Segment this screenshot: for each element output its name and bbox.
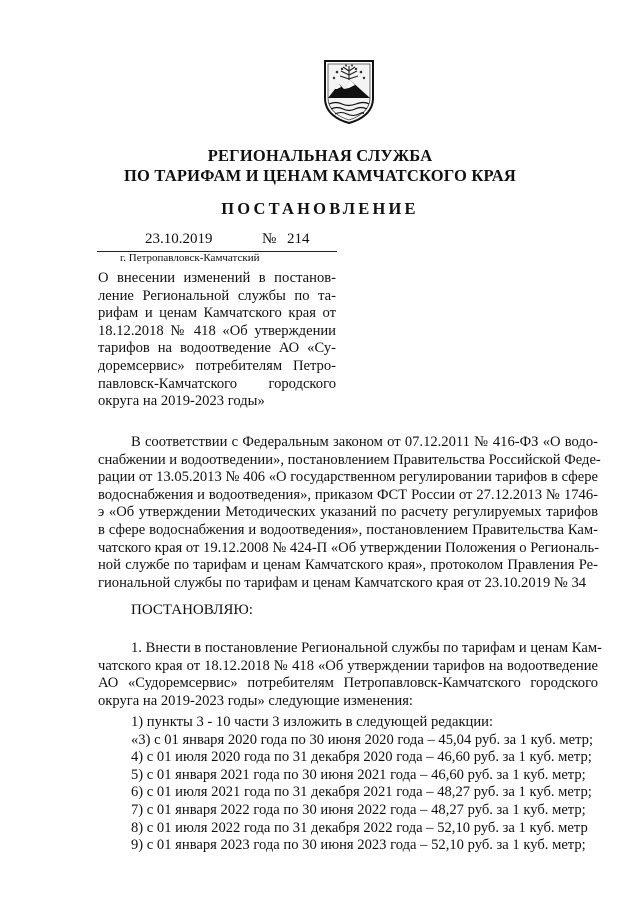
org-name-line1: РЕГИОНАЛЬНАЯ СЛУЖБА: [207, 146, 433, 165]
subject-line: О внесении изменений в постанов-: [98, 270, 336, 286]
org-name-line2: ПО ТАРИФАМ И ЦЕНАМ КАМЧАТСКОГО КРАЯ: [124, 166, 516, 185]
preamble-line: в сфере водоснабжения и водоотведения», постановлением Правительства Кам-: [98, 521, 598, 538]
preamble-line: гиональной службы по тарифам и ценам Камчатского края от 23.10.2019 № 34: [98, 574, 587, 591]
preamble-paragraph: [98, 434, 601, 592]
subject-line: доремсервис» потребителям Петро-: [98, 357, 336, 374]
preamble-line: чатского края от 19.12.2008 № 424-П «Об утверждении Положения о Региональ-: [98, 539, 599, 556]
preamble-line: рации от 13.05.2013 № 406 «О государственном регулировании тарифов в сфере: [98, 469, 598, 486]
clause-line: округа на 2019-2023 годы» следующие изменения:: [98, 692, 413, 709]
list-item: 6) с 01 июля 2021 года по 31 декабря 2021 года – 48,27 руб. за 1 куб. метр;: [131, 784, 592, 801]
list-item: 1) пункты 3 - 10 части 3 изложить в следующей редакции:: [131, 714, 494, 730]
number-label: №: [262, 231, 277, 247]
list-item: 7) с 01 января 2022 года по 30 июня 2022 года – 48,27 руб. за 1 куб. метр;: [131, 801, 586, 818]
subject-line: 18.12.2018 № 418 «Об утверждении: [98, 322, 336, 339]
subject-line: округа на 2019-2023 годы»: [98, 393, 265, 410]
list-item: 9) с 01 января 2023 года по 30 июня 2023 года – 52,10 руб. за 1 куб. метр;: [131, 837, 586, 854]
preamble-line: ной службе по тарифам и ценам Камчатского края», протоколом Правления Ре-: [98, 557, 598, 574]
city-name: г. Петропавловск-Камчатский: [120, 252, 260, 264]
subject-line: павловск-Камчатского городского: [98, 375, 336, 392]
list-item: 4) с 01 июля 2020 года по 31 декабря 2020 года – 46,60 руб. за 1 куб. метр;: [131, 749, 592, 766]
subject-line: ление Региональной службы по та-: [98, 287, 336, 304]
preamble-line: э «Об утверждении Методических указаний по расчету регулируемых тарифов: [98, 504, 598, 521]
coat-of-arms-icon: [322, 58, 376, 124]
list-item: 5) с 01 января 2021 года по 30 июня 2021 года – 46,60 руб. за 1 куб. метр;: [131, 766, 586, 783]
list-item: «3) с 01 января 2020 года по 30 июня 2020 года – 45,04 руб. за 1 куб. метр;: [131, 731, 594, 748]
clause-line: 1. Внести в постановление Региональной службы по тарифам и ценам Кам-: [131, 640, 602, 656]
document-subject: [98, 270, 336, 411]
tariff-items-list: [131, 714, 611, 855]
preamble-line: снабжении и водоотведении», постановлением Правительства Российской Феде-: [98, 451, 601, 468]
clause-1-paragraph: [98, 640, 602, 710]
document-type-title: ПОСТАНОВЛЕНИЕ: [221, 199, 419, 218]
subject-line: тарифов на водоотведение АО «Су-: [98, 340, 336, 357]
preamble-line: В соответствии с Федеральным законом от 07.12.2011 № 416-ФЗ «О водо-: [131, 434, 598, 450]
decree-word: ПОСТАНОВЛЯЮ:: [131, 602, 253, 618]
clause-line: АО «Судоремсервис» потребителям Петропавловск-Камчатского городского: [98, 675, 598, 692]
document-number: 214: [287, 231, 310, 247]
preamble-line: водоснабжения и водоотведения», приказом ФСТ России от 27.12.2013 № 1746-: [98, 486, 598, 503]
clause-line: чатского края от 18.12.2018 № 418 «Об утверждении тарифов на водоотведение: [98, 657, 598, 674]
date-number-line: [97, 229, 337, 252]
document-date: 23.10.2019: [145, 231, 213, 247]
list-item: 8) с 01 июля 2022 года по 31 декабря 2022 года – 52,10 руб. за 1 куб. метр: [131, 819, 588, 836]
subject-line: рифам и ценам Камчатского края от: [98, 305, 336, 322]
